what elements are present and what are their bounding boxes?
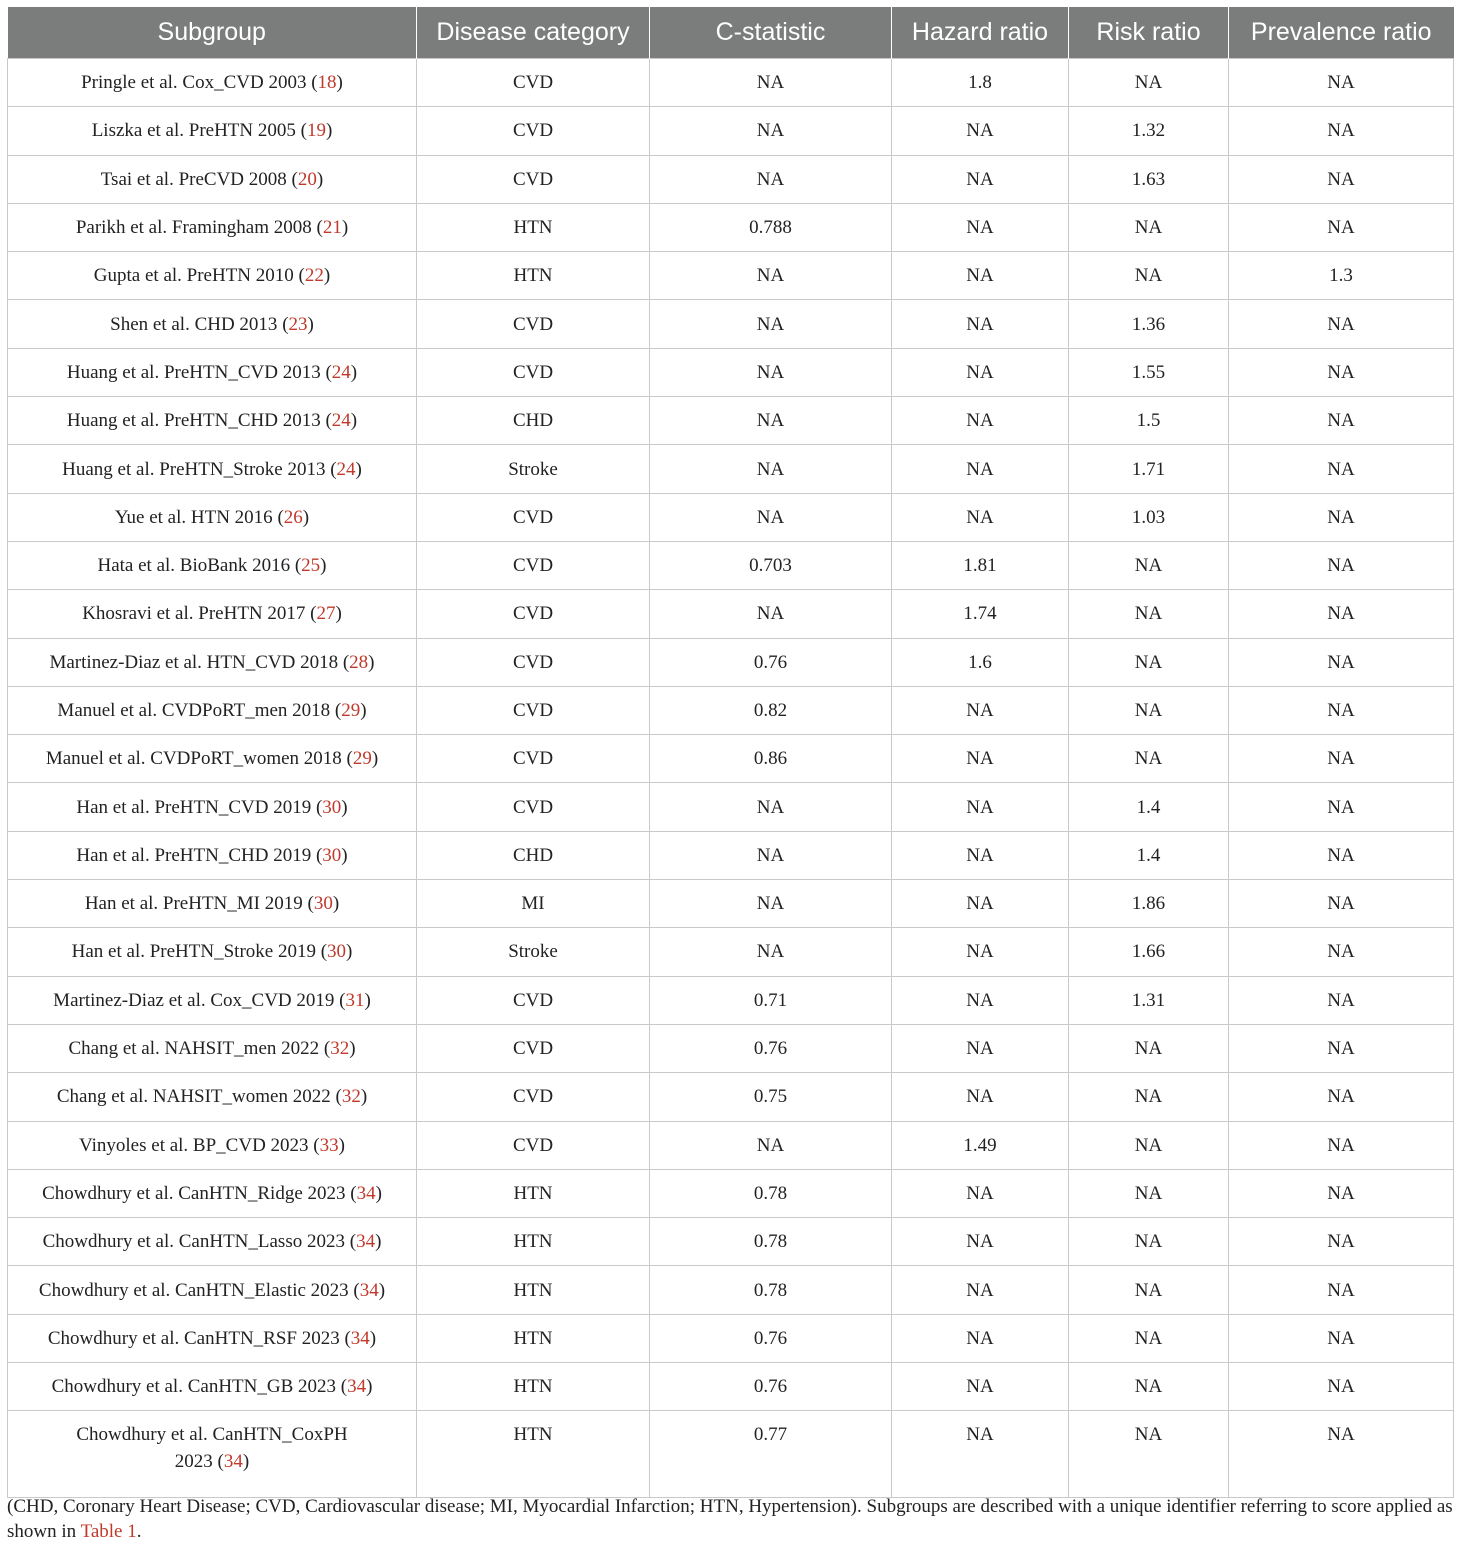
cell-prevalence-ratio: NA bbox=[1229, 1363, 1454, 1411]
cell-risk-ratio: 1.5 bbox=[1069, 397, 1229, 445]
reference-link[interactable]: 34 bbox=[356, 1231, 376, 1253]
cell-subgroup: Chowdhury et al. CanHTN_GB 2023 (34) bbox=[8, 1363, 417, 1411]
cell-prevalence-ratio: NA bbox=[1229, 928, 1454, 976]
cell-risk-ratio: NA bbox=[1069, 1266, 1229, 1314]
table-row bbox=[8, 300, 1454, 348]
table-row bbox=[8, 1266, 1454, 1314]
cell-disease-category: CVD bbox=[417, 976, 650, 1024]
table-row bbox=[8, 1121, 1454, 1169]
cell-disease-category: CVD bbox=[417, 686, 650, 734]
footnote-text: (CHD, Coronary Heart Disease; CVD, Cardiovascular disease; MI, Myocardial Infarction; HTN, Hypertension). Subgroups are described with a unique identifier referring to score applied as shown in bbox=[7, 1496, 1453, 1542]
cell-risk-ratio: NA bbox=[1069, 1314, 1229, 1362]
cell-prevalence-ratio: NA bbox=[1229, 1024, 1454, 1072]
cell-disease-category: CVD bbox=[417, 590, 650, 638]
subgroup-name: Han et al. PreHTN_CHD 2019 bbox=[76, 844, 312, 866]
subgroup-name: Martinez-Diaz et al. HTN_CVD 2018 bbox=[49, 651, 339, 673]
reference-link[interactable]: 21 bbox=[322, 217, 342, 239]
cell-c-statistic: NA bbox=[650, 348, 892, 396]
cell-prevalence-ratio: NA bbox=[1229, 880, 1454, 928]
cell-prevalence-ratio: NA bbox=[1229, 348, 1454, 396]
cell-risk-ratio: NA bbox=[1069, 735, 1229, 783]
cell-disease-category: CVD bbox=[417, 735, 650, 783]
table-row bbox=[8, 1218, 1454, 1266]
cell-subgroup: Chowdhury et al. CanHTN_Lasso 2023 (34) bbox=[8, 1218, 417, 1266]
cell-subgroup: Huang et al. PreHTN_CHD 2013 (24) bbox=[8, 397, 417, 445]
cell-subgroup: Chowdhury et al. CanHTN_Ridge 2023 (34) bbox=[8, 1169, 417, 1217]
cell-risk-ratio: NA bbox=[1069, 59, 1229, 107]
cell-subgroup: Martinez-Diaz et al. Cox_CVD 2019 (31) bbox=[8, 976, 417, 1024]
subgroup-name: Chowdhury et al. CanHTN_Ridge 2023 bbox=[42, 1182, 346, 1204]
cell-c-statistic: 0.76 bbox=[650, 1363, 892, 1411]
cell-c-statistic: 0.75 bbox=[650, 1073, 892, 1121]
subgroup-name: Chang et al. NAHSIT_women 2022 bbox=[56, 1086, 331, 1108]
reference-link[interactable]: 29 bbox=[341, 700, 361, 721]
cell-hazard-ratio: NA bbox=[892, 1218, 1069, 1266]
subgroup-name: Chowdhury et al. CanHTN_RSF 2023 bbox=[47, 1327, 340, 1349]
subgroup-name: Parikh et al. Framingham 2008 bbox=[75, 217, 312, 239]
cell-risk-ratio: 1.55 bbox=[1069, 348, 1229, 396]
table-row bbox=[8, 783, 1454, 831]
cell-hazard-ratio: NA bbox=[892, 976, 1069, 1024]
cell-hazard-ratio: NA bbox=[892, 397, 1069, 445]
cell-subgroup: Han et al. PreHTN_CVD 2019 (30) bbox=[8, 783, 417, 831]
cell-hazard-ratio: NA bbox=[892, 735, 1069, 783]
subgroup-name: Chowdhury et al. CanHTN_GB 2023 bbox=[51, 1376, 337, 1398]
cell-c-statistic: 0.78 bbox=[650, 1169, 892, 1217]
cell-c-statistic: NA bbox=[650, 300, 892, 348]
table-row bbox=[8, 107, 1454, 155]
cell-c-statistic: 0.86 bbox=[650, 735, 892, 783]
cell-disease-category: Stroke bbox=[417, 928, 650, 976]
cell-subgroup: Huang et al. PreHTN_Stroke 2013 (24) bbox=[8, 445, 417, 493]
reference-link[interactable]: 34 bbox=[359, 1279, 379, 1301]
cell-subgroup: Chang et al. NAHSIT_women 2022 (32) bbox=[8, 1073, 417, 1121]
cell-subgroup: Huang et al. PreHTN_CVD 2013 (24) bbox=[8, 348, 417, 396]
cell-subgroup: Han et al. PreHTN_Stroke 2019 (30) bbox=[8, 928, 417, 976]
cell-disease-category: CVD bbox=[417, 1121, 650, 1169]
cell-prevalence-ratio: NA bbox=[1229, 107, 1454, 155]
cell-prevalence-ratio: NA bbox=[1229, 1121, 1454, 1169]
cell-risk-ratio: 1.86 bbox=[1069, 880, 1229, 928]
cell-subgroup: Vinyoles et al. BP_CVD 2023 (33) bbox=[8, 1121, 417, 1169]
reference-link[interactable]: 25 bbox=[301, 555, 321, 577]
table-row bbox=[8, 203, 1454, 251]
cell-risk-ratio: NA bbox=[1069, 1363, 1229, 1411]
cell-risk-ratio: NA bbox=[1069, 203, 1229, 251]
cell-subgroup: Tsai et al. PreCVD 2008 (20) bbox=[8, 155, 417, 203]
reference-link[interactable]: 23 bbox=[288, 313, 308, 335]
cell-c-statistic: 0.76 bbox=[650, 1024, 892, 1072]
results-table-container bbox=[7, 7, 1453, 1498]
cell-hazard-ratio: NA bbox=[892, 928, 1069, 976]
cell-hazard-ratio: NA bbox=[892, 1363, 1069, 1411]
table-row bbox=[8, 1169, 1454, 1217]
cell-disease-category: CVD bbox=[417, 493, 650, 541]
cell-risk-ratio: NA bbox=[1069, 1073, 1229, 1121]
subgroup-name: Huang et al. PreHTN_Stroke 2013 bbox=[62, 458, 326, 480]
footnote-end: . bbox=[136, 1521, 142, 1542]
cell-risk-ratio: 1.31 bbox=[1069, 976, 1229, 1024]
cell-c-statistic: 0.82 bbox=[650, 686, 892, 734]
cell-c-statistic: NA bbox=[650, 783, 892, 831]
subgroup-name: Hata et al. BioBank 2016 bbox=[97, 555, 291, 577]
cell-prevalence-ratio: NA bbox=[1229, 686, 1454, 734]
reference-link[interactable]: 30 bbox=[322, 796, 342, 818]
subgroup-name: Huang et al. PreHTN_CVD 2013 bbox=[66, 361, 321, 383]
cell-subgroup: Han et al. PreHTN_MI 2019 (30) bbox=[8, 880, 417, 928]
cell-hazard-ratio: 1.74 bbox=[892, 590, 1069, 638]
reference-link[interactable]: 24 bbox=[331, 410, 351, 432]
cell-c-statistic: 0.76 bbox=[650, 1314, 892, 1362]
cell-c-statistic: 0.76 bbox=[650, 638, 892, 686]
cell-subgroup: Chang et al. NAHSIT_men 2022 (32) bbox=[8, 1024, 417, 1072]
subgroup-name: Khosravi et al. PreHTN 2017 bbox=[82, 603, 306, 625]
table-row bbox=[8, 928, 1454, 976]
cell-subgroup: Chowdhury et al. CanHTN_Elastic 2023 (34) bbox=[8, 1266, 417, 1314]
table-header-row bbox=[8, 7, 1454, 59]
table-row bbox=[8, 1363, 1454, 1411]
cell-subgroup: Han et al. PreHTN_CHD 2019 (30) bbox=[8, 831, 417, 879]
reference-link[interactable]: 32 bbox=[341, 1086, 361, 1108]
cell-hazard-ratio: NA bbox=[892, 445, 1069, 493]
column-header-hazard-ratio: Hazard ratio bbox=[892, 7, 1069, 59]
cell-subgroup: Chowdhury et al. CanHTN_RSF 2023 (34) bbox=[8, 1314, 417, 1362]
cell-risk-ratio: NA bbox=[1069, 686, 1229, 734]
table-row bbox=[8, 1073, 1454, 1121]
cell-c-statistic: NA bbox=[650, 59, 892, 107]
table-row bbox=[8, 590, 1454, 638]
column-header-prevalence-ratio: Prevalence ratio bbox=[1229, 7, 1454, 59]
cell-subgroup: Hata et al. BioBank 2016 (25) bbox=[8, 541, 417, 589]
cell-disease-category: CVD bbox=[417, 59, 650, 107]
reference-link[interactable]: 24 bbox=[331, 361, 351, 383]
cell-hazard-ratio: NA bbox=[892, 880, 1069, 928]
reference-link[interactable]: 24 bbox=[336, 458, 356, 480]
cell-disease-category: MI bbox=[417, 880, 650, 928]
subgroup-name: Han et al. PreHTN_CVD 2019 bbox=[76, 796, 312, 818]
table-row bbox=[8, 541, 1454, 589]
table-row bbox=[8, 735, 1454, 783]
table-row bbox=[8, 155, 1454, 203]
cell-prevalence-ratio: NA bbox=[1229, 1218, 1454, 1266]
cell-c-statistic: 0.71 bbox=[650, 976, 892, 1024]
cell-disease-category: HTN bbox=[417, 1363, 650, 1411]
cell-c-statistic: NA bbox=[650, 107, 892, 155]
results-table bbox=[7, 7, 1454, 1498]
subgroup-name: Vinyoles et al. BP_CVD 2023 bbox=[79, 1134, 309, 1156]
subgroup-name: Huang et al. PreHTN_CHD 2013 bbox=[66, 410, 321, 432]
reference-link[interactable]: 22 bbox=[304, 265, 324, 287]
subgroup-name: Gupta et al. PreHTN 2010 bbox=[93, 265, 294, 287]
cell-hazard-ratio: NA bbox=[892, 155, 1069, 203]
cell-hazard-ratio: NA bbox=[892, 1073, 1069, 1121]
table-row bbox=[8, 445, 1454, 493]
cell-hazard-ratio: NA bbox=[892, 203, 1069, 251]
table-row bbox=[8, 397, 1454, 445]
cell-hazard-ratio: 1.49 bbox=[892, 1121, 1069, 1169]
subgroup-name: Han et al. PreHTN_MI 2019 bbox=[84, 893, 303, 915]
subgroup-name: Chang et al. NAHSIT_men 2022 bbox=[68, 1038, 320, 1060]
reference-link[interactable]: 20 bbox=[297, 168, 317, 190]
cell-risk-ratio: NA bbox=[1069, 1121, 1229, 1169]
cell-subgroup: Manuel et al. CVDPoRT_men 2018 (29) bbox=[8, 686, 417, 734]
table-row bbox=[8, 831, 1454, 879]
cell-prevalence-ratio: NA bbox=[1229, 1073, 1454, 1121]
cell-hazard-ratio: 1.6 bbox=[892, 638, 1069, 686]
cell-subgroup: Manuel et al. CVDPoRT_women 2018 (29) bbox=[8, 735, 417, 783]
cell-subgroup: Parikh et al. Framingham 2008 (21) bbox=[8, 203, 417, 251]
cell-disease-category: Stroke bbox=[417, 445, 650, 493]
cell-c-statistic: 0.788 bbox=[650, 203, 892, 251]
reference-link[interactable]: 33 bbox=[319, 1134, 339, 1156]
cell-disease-category: CVD bbox=[417, 783, 650, 831]
cell-prevalence-ratio: NA bbox=[1229, 976, 1454, 1024]
cell-hazard-ratio: NA bbox=[892, 1266, 1069, 1314]
cell-disease-category: CHD bbox=[417, 831, 650, 879]
subgroup-name: Manuel et al. CVDPoRT_men 2018 bbox=[57, 700, 331, 721]
cell-prevalence-ratio: NA bbox=[1229, 831, 1454, 879]
cell-subgroup: Chowdhury et al. CanHTN_CoxPH 2023 (34) bbox=[8, 1411, 417, 1498]
cell-prevalence-ratio: 1.3 bbox=[1229, 252, 1454, 300]
cell-prevalence-ratio: NA bbox=[1229, 735, 1454, 783]
cell-risk-ratio: NA bbox=[1069, 590, 1229, 638]
cell-hazard-ratio: NA bbox=[892, 252, 1069, 300]
subgroup-name: Manuel et al. CVDPoRT_women 2018 bbox=[45, 748, 342, 770]
cell-disease-category: HTN bbox=[417, 252, 650, 300]
cell-disease-category: HTN bbox=[417, 1218, 650, 1266]
cell-subgroup: Gupta et al. PreHTN 2010 (22) bbox=[8, 252, 417, 300]
cell-hazard-ratio: NA bbox=[892, 1169, 1069, 1217]
cell-prevalence-ratio: NA bbox=[1229, 1411, 1454, 1498]
cell-hazard-ratio: NA bbox=[892, 783, 1069, 831]
cell-disease-category: HTN bbox=[417, 1169, 650, 1217]
cell-c-statistic: NA bbox=[650, 590, 892, 638]
cell-c-statistic: NA bbox=[650, 445, 892, 493]
reference-link[interactable]: 30 bbox=[322, 844, 342, 866]
column-header-risk-ratio: Risk ratio bbox=[1069, 7, 1229, 59]
cell-hazard-ratio: NA bbox=[892, 107, 1069, 155]
reference-link[interactable]: 34 bbox=[356, 1182, 376, 1204]
reference-link[interactable]: 34 bbox=[350, 1327, 370, 1349]
cell-c-statistic: NA bbox=[650, 880, 892, 928]
reference-link[interactable]: 34 bbox=[347, 1376, 367, 1398]
cell-subgroup: Martinez-Diaz et al. HTN_CVD 2018 (28) bbox=[8, 638, 417, 686]
cell-risk-ratio: NA bbox=[1069, 1411, 1229, 1498]
subgroup-name-line2: 2023 bbox=[174, 1451, 213, 1473]
table-row bbox=[8, 638, 1454, 686]
cell-hazard-ratio: NA bbox=[892, 493, 1069, 541]
subgroup-name: Chowdhury et al. CanHTN_CoxPH bbox=[76, 1424, 348, 1446]
cell-prevalence-ratio: NA bbox=[1229, 493, 1454, 541]
cell-hazard-ratio: NA bbox=[892, 686, 1069, 734]
cell-prevalence-ratio: NA bbox=[1229, 590, 1454, 638]
table-body bbox=[8, 59, 1454, 1498]
table-1-link[interactable]: Table 1 bbox=[80, 1521, 137, 1542]
cell-c-statistic: NA bbox=[650, 831, 892, 879]
cell-risk-ratio: 1.32 bbox=[1069, 107, 1229, 155]
reference-link[interactable]: 26 bbox=[283, 506, 303, 528]
reference-link[interactable]: 30 bbox=[313, 893, 333, 915]
reference-link[interactable]: 27 bbox=[316, 603, 336, 625]
cell-prevalence-ratio: NA bbox=[1229, 1169, 1454, 1217]
column-header-c-statistic: C-statistic bbox=[650, 7, 892, 59]
cell-hazard-ratio: NA bbox=[892, 348, 1069, 396]
cell-disease-category: HTN bbox=[417, 1266, 650, 1314]
cell-hazard-ratio: 1.8 bbox=[892, 59, 1069, 107]
cell-c-statistic: NA bbox=[650, 252, 892, 300]
cell-risk-ratio: NA bbox=[1069, 1169, 1229, 1217]
cell-c-statistic: NA bbox=[650, 493, 892, 541]
cell-c-statistic: NA bbox=[650, 155, 892, 203]
cell-disease-category: CVD bbox=[417, 638, 650, 686]
cell-risk-ratio: 1.66 bbox=[1069, 928, 1229, 976]
table-row bbox=[8, 252, 1454, 300]
cell-prevalence-ratio: NA bbox=[1229, 638, 1454, 686]
cell-disease-category: CHD bbox=[417, 397, 650, 445]
cell-hazard-ratio: NA bbox=[892, 300, 1069, 348]
cell-subgroup: Liszka et al. PreHTN 2005 (19) bbox=[8, 107, 417, 155]
table-row bbox=[8, 493, 1454, 541]
cell-disease-category: CVD bbox=[417, 541, 650, 589]
cell-prevalence-ratio: NA bbox=[1229, 59, 1454, 107]
cell-c-statistic: 0.78 bbox=[650, 1218, 892, 1266]
cell-hazard-ratio: NA bbox=[892, 831, 1069, 879]
cell-risk-ratio: NA bbox=[1069, 1218, 1229, 1266]
cell-prevalence-ratio: NA bbox=[1229, 445, 1454, 493]
table-row bbox=[8, 59, 1454, 107]
cell-c-statistic: 0.78 bbox=[650, 1266, 892, 1314]
subgroup-name: Shen et al. CHD 2013 bbox=[110, 313, 278, 335]
cell-risk-ratio: NA bbox=[1069, 541, 1229, 589]
cell-subgroup: Shen et al. CHD 2013 (23) bbox=[8, 300, 417, 348]
cell-disease-category: HTN bbox=[417, 1411, 650, 1498]
cell-disease-category: HTN bbox=[417, 1314, 650, 1362]
cell-prevalence-ratio: NA bbox=[1229, 541, 1454, 589]
table-row bbox=[8, 880, 1454, 928]
cell-c-statistic: NA bbox=[650, 1121, 892, 1169]
table-row bbox=[8, 348, 1454, 396]
cell-subgroup: Yue et al. HTN 2016 (26) bbox=[8, 493, 417, 541]
cell-disease-category: CVD bbox=[417, 107, 650, 155]
cell-hazard-ratio: 1.81 bbox=[892, 541, 1069, 589]
cell-prevalence-ratio: NA bbox=[1229, 155, 1454, 203]
subgroup-name: Tsai et al. PreCVD 2008 bbox=[100, 168, 287, 190]
reference-link[interactable]: 30 bbox=[327, 941, 347, 963]
cell-risk-ratio: 1.4 bbox=[1069, 783, 1229, 831]
cell-risk-ratio: 1.03 bbox=[1069, 493, 1229, 541]
subgroup-name: Liszka et al. PreHTN 2005 bbox=[91, 120, 296, 142]
cell-c-statistic: 0.77 bbox=[650, 1411, 892, 1498]
table-row bbox=[8, 976, 1454, 1024]
subgroup-name: Pringle et al. Cox_CVD 2003 bbox=[81, 72, 307, 94]
column-header-subgroup: Subgroup bbox=[8, 7, 417, 59]
cell-disease-category: CVD bbox=[417, 348, 650, 396]
cell-prevalence-ratio: NA bbox=[1229, 203, 1454, 251]
subgroup-name: Han et al. PreHTN_Stroke 2019 bbox=[71, 941, 316, 963]
cell-disease-category: CVD bbox=[417, 1073, 650, 1121]
table-row bbox=[8, 1411, 1454, 1498]
cell-subgroup: Khosravi et al. PreHTN 2017 (27) bbox=[8, 590, 417, 638]
cell-disease-category: CVD bbox=[417, 1024, 650, 1072]
cell-hazard-ratio: NA bbox=[892, 1411, 1069, 1498]
cell-hazard-ratio: NA bbox=[892, 1024, 1069, 1072]
reference-link[interactable]: 29 bbox=[352, 748, 372, 770]
cell-risk-ratio: NA bbox=[1069, 252, 1229, 300]
table-row bbox=[8, 686, 1454, 734]
table-row bbox=[8, 1314, 1454, 1362]
reference-link[interactable]: 18 bbox=[317, 72, 337, 94]
cell-risk-ratio: 1.63 bbox=[1069, 155, 1229, 203]
cell-risk-ratio: NA bbox=[1069, 638, 1229, 686]
cell-prevalence-ratio: NA bbox=[1229, 1314, 1454, 1362]
cell-risk-ratio: 1.71 bbox=[1069, 445, 1229, 493]
cell-c-statistic: NA bbox=[650, 928, 892, 976]
cell-risk-ratio: 1.36 bbox=[1069, 300, 1229, 348]
cell-prevalence-ratio: NA bbox=[1229, 397, 1454, 445]
subgroup-name: Yue et al. HTN 2016 bbox=[114, 506, 273, 528]
cell-prevalence-ratio: NA bbox=[1229, 783, 1454, 831]
reference-link[interactable]: 34 bbox=[223, 1451, 243, 1473]
cell-risk-ratio: 1.4 bbox=[1069, 831, 1229, 879]
cell-subgroup: Pringle et al. Cox_CVD 2003 (18) bbox=[8, 59, 417, 107]
cell-disease-category: HTN bbox=[417, 203, 650, 251]
cell-hazard-ratio: NA bbox=[892, 1314, 1069, 1362]
cell-c-statistic: NA bbox=[650, 397, 892, 445]
reference-link[interactable]: 28 bbox=[349, 651, 369, 673]
subgroup-name: Chowdhury et al. CanHTN_Lasso 2023 bbox=[42, 1231, 345, 1253]
table-footnote bbox=[7, 1494, 1453, 1544]
cell-c-statistic: 0.703 bbox=[650, 541, 892, 589]
cell-prevalence-ratio: NA bbox=[1229, 1266, 1454, 1314]
subgroup-name: Martinez-Diaz et al. Cox_CVD 2019 bbox=[53, 989, 335, 1011]
reference-link[interactable]: 32 bbox=[330, 1038, 350, 1060]
reference-link[interactable]: 31 bbox=[345, 989, 365, 1011]
subgroup-name: Chowdhury et al. CanHTN_Elastic 2023 bbox=[38, 1279, 349, 1301]
cell-prevalence-ratio: NA bbox=[1229, 300, 1454, 348]
cell-risk-ratio: NA bbox=[1069, 1024, 1229, 1072]
cell-disease-category: CVD bbox=[417, 155, 650, 203]
table-row bbox=[8, 1024, 1454, 1072]
reference-link[interactable]: 19 bbox=[306, 120, 326, 142]
cell-disease-category: CVD bbox=[417, 300, 650, 348]
column-header-disease-category: Disease category bbox=[417, 7, 650, 59]
